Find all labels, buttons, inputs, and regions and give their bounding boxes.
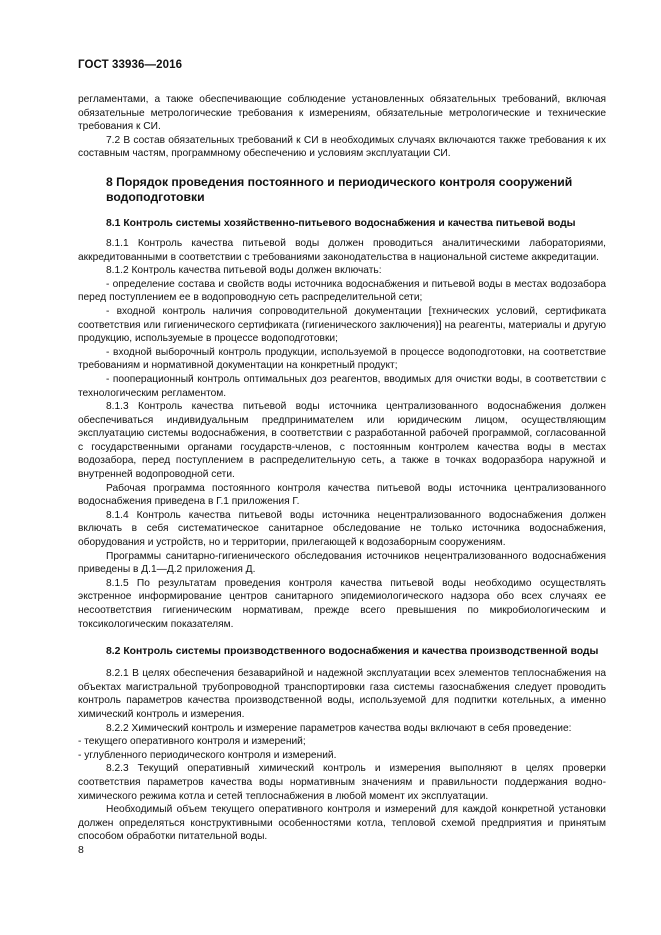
intro-paragraph: 7.2 В состав обязательных требований к СИ в необходимых случаях включаются также требования к их составным частям, программному обеспечению и условиям эксплуатации СИ. <box>78 134 606 160</box>
list-item: - пооперационный контроль оптимальных доз реагентов, вводимых для очистки воды, в соответствии с технологическим регламентом. <box>78 373 606 399</box>
section-8-title: 8 Порядок проведения постоянного и периодического контроля сооружений водоподготовки <box>106 174 573 204</box>
body-paragraph: 8.2.3 Текущий оперативный химический контроль и измерения выполняют в целях проверки соответствия параметров качества воды нормативным значениям и правильности поддержания водно-химического режима котла и сетей теплоснабжения в любой момент их эксплуатации. <box>78 763 606 802</box>
body-paragraph: Рабочая программа постоянного контроля качества питьевой воды источника централизованного водоснабжения приведена в Г.1 приложения Г. <box>78 482 606 508</box>
list-item: - входной контроль наличия сопроводительной документации [технических условий, сертификата соответствия или гигиенического сертификата (гигиенического заключения)] на реагенты, материалы и другую продукцию, используемые в процессе водоподготовки; <box>78 305 606 345</box>
body-paragraph: 8.1.5 По результатам проведения контроля качества питьевой воды необходимо осуществлять экстренное информирование центров санитарного эпидемиологического надзора обо всех случаях ее несоответствия гигиеническим нормативам, прежде всего превышения по микробиологическим и токсикологическим показателям. <box>78 577 606 630</box>
subsection-8-1-title: 8.1 Контроль системы хозяйственно-питьевого водоснабжения и качества питьевой воды <box>106 217 576 229</box>
body-paragraph: Программы санитарно-гигиенического обследования источников нецентрализованного водоснабжения приведены в Д.1—Д.2 приложения Д. <box>78 550 606 576</box>
body-paragraph: Необходимый объем текущего оперативного контроля и измерений для каждой конкретной установки должен определяться конструктивными особенностями котла, тепловой схемой предприятия и принятым способом обработки питательной воды. <box>78 804 606 843</box>
document-code-header: ГОСТ 33936—2016 <box>78 59 183 71</box>
body-paragraph: 8.1.3 Контроль качества питьевой воды источника централизованного водоснабжения должен обеспечиваться индивидуальным предпринимателем или юридическим лицом, осуществляющим эксплуатацию системы водоснабжения, в соответствии с разработанной рабочей программой, согласованной с государственными органами государств-членов, с постоянным контролем качества воды в местах водозабора, перед поступлением в распределительную сеть, а также в точках водоразбора наружной и внутренней водопроводной сети. <box>78 401 606 481</box>
page-content <box>78 93 606 844</box>
page-number: 8 <box>78 844 84 856</box>
body-paragraph: 8.2.2 Химический контроль и измерение параметров качества воды включают в себя проведение: <box>106 722 572 734</box>
list-item: - определение состава и свойств воды источника водоснабжения и питьевой воды в местах водозабора перед поступлением ее в водопроводную сеть распределительной сети; <box>78 278 606 304</box>
body-paragraph: 8.2.1 В целях обеспечения безаварийной и надежной эксплуатации всех элементов теплоснабжения на объектах магистральной трубопроводной транспортировки газа системы газоснабжения следует проводить контроль параметров качества производственной воды, используемой для подпитки котельных, а именно химический контроль и измерения. <box>78 668 606 720</box>
body-paragraph: 8.1.4 Контроль качества питьевой воды источника нецентрализованного водоснабжения должен включать в себя систематическое санитарное обследование не только источника водоснабжения, оборудования и устройств, но и территории, прилегающей к водозаборным сооружениям. <box>78 509 606 549</box>
subsection-8-2-title: 8.2 Контроль системы производственного водоснабжения и качества производственной воды <box>106 646 599 658</box>
intro-paragraph: регламентами, а также обеспечивающие соблюдение установленных обязательных требований, включая обязательные метрологические требования к измерениям, обязательные метрологические и технические требования к СИ. <box>78 94 606 133</box>
body-paragraph: 8.1.1 Контроль качества питьевой воды должен проводиться аналитическими лабораториями, аккредитованными в соответствии с требованиями законодательства в национальной системе аккредитации. <box>78 237 606 263</box>
list-item: - входной выборочный контроль продукции, используемой в процессе водоподготовки, на соответствие требованиям и нормативной документации на конкретный продукт; <box>78 346 606 372</box>
body-paragraph: 8.1.2 Контроль качества питьевой воды должен включать: <box>106 265 382 277</box>
list-item: - углубленного периодического контроля и измерений. <box>78 749 337 761</box>
list-item: - текущего оперативного контроля и измерений; <box>78 736 306 748</box>
